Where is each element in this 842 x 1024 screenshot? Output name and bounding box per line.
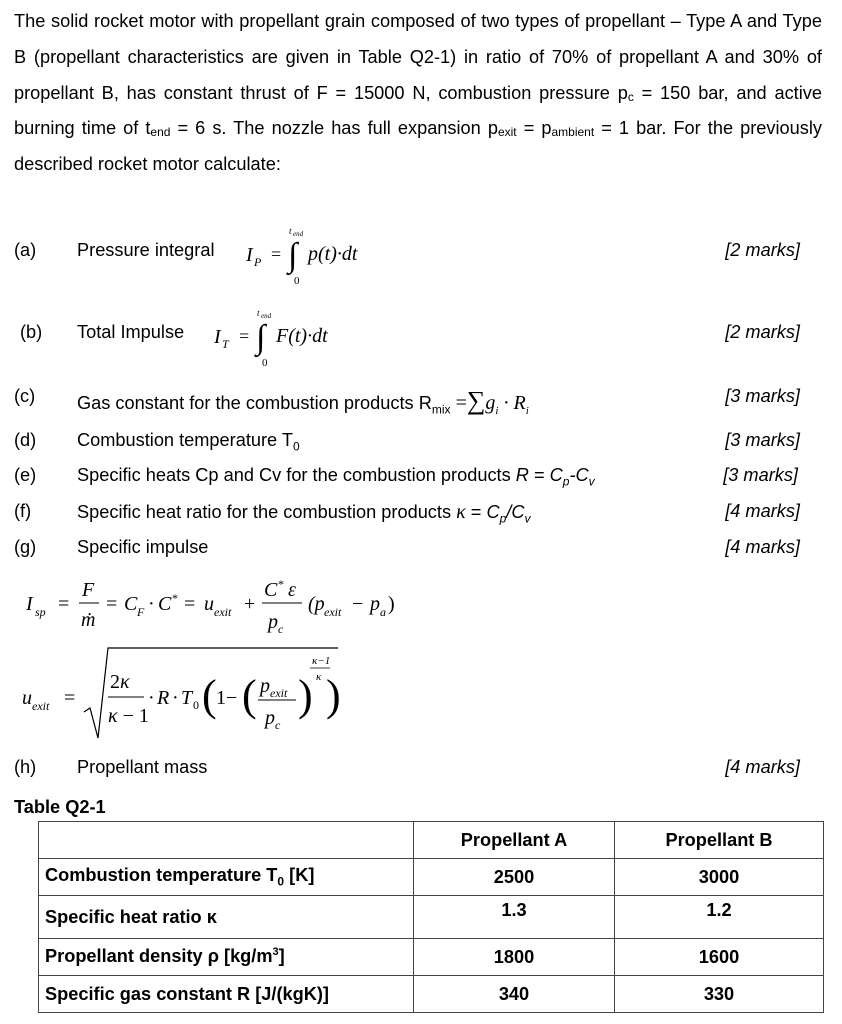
svg-text:exit: exit [214, 605, 232, 619]
svg-text:1−: 1− [216, 687, 238, 709]
item-d [14, 430, 822, 460]
item-h-label: (h) [14, 757, 37, 777]
item-h-marks: [4 marks] [725, 757, 800, 777]
svg-text:(p: (p [308, 593, 325, 615]
svg-text:κ: κ [316, 671, 322, 683]
svg-text:0: 0 [262, 357, 268, 369]
svg-text:·: · [148, 687, 155, 709]
svg-text:=: = [58, 593, 70, 615]
item-c [14, 386, 822, 416]
item-d-text [77, 430, 300, 454]
table-row [39, 896, 824, 939]
table-title: Table Q2-1 [14, 797, 106, 817]
svg-text:F: F [137, 605, 145, 619]
cell-kappa-a: 1.3 [414, 896, 615, 939]
item-e [14, 465, 822, 495]
item-f-label: (f) [14, 501, 32, 521]
table-header-empty [39, 822, 414, 859]
table-row [39, 939, 824, 976]
svg-text:∫: ∫ [288, 237, 298, 274]
svg-text:ṁ: ṁ [81, 609, 96, 631]
table-header-row [39, 822, 824, 859]
intro-text-3: = 6 s. The nozzle has full expansion p [170, 118, 498, 139]
svg-text:exit: exit [32, 699, 50, 713]
svg-text:t: t [257, 308, 260, 318]
svg-text:κ − 1: κ − 1 [108, 705, 149, 727]
svg-text:0: 0 [193, 698, 199, 712]
svg-text:0: 0 [294, 275, 300, 286]
item-a-label: (a) [14, 240, 37, 260]
cell-gasconst-a: 340 [414, 976, 615, 1013]
intro-sub-ambient: ambient [551, 125, 595, 140]
svg-text:p: p [260, 675, 270, 697]
svg-text:·: · [148, 593, 155, 615]
svg-text:R: R [157, 687, 170, 709]
item-h-text: Propellant mass [77, 757, 208, 777]
item-d-sub: 0 [293, 439, 300, 454]
cell-kappa-b: 1.2 [615, 896, 824, 939]
item-c-label: (c) [14, 386, 36, 406]
svg-text:2κ: 2κ [110, 671, 130, 693]
intro-text-1: The solid rocket motor with propellant grain composed of two types of propellant – Type A and Type B (propellant characteristics are given in Table Q2-1) in ratio of 70% of propellant A and 30% of propellant B, has constant thrust of F = 15000 N, combustion pressure p [14, 11, 822, 103]
item-e-marks: [3 marks] [723, 465, 798, 485]
svg-text:u: u [204, 593, 214, 615]
svg-text:−: − [352, 593, 364, 615]
svg-text:T: T [181, 687, 193, 709]
svg-text:p: p [265, 707, 275, 729]
item-a [14, 240, 822, 270]
svg-text:=: = [239, 326, 250, 346]
table-row [39, 859, 824, 896]
row-label-combustion-temperature: Combustion temperature $T_0$ [K] [39, 859, 414, 896]
item-a-text: Pressure integral [77, 240, 215, 260]
svg-text:∫: ∫ [256, 319, 266, 356]
cell-density-a: 1800 [414, 939, 615, 976]
svg-text:c: c [275, 718, 281, 732]
table-row [39, 976, 824, 1013]
cell-density-b: 1600 [615, 939, 824, 976]
svg-text:I: I [246, 244, 253, 266]
svg-text:): ) [298, 671, 313, 720]
item-g-label: (g) [14, 537, 37, 557]
cell-temp-a: 2500 [414, 859, 615, 896]
row-label-specific-heat-ratio: Specific heat ratio κ [39, 896, 414, 939]
svg-text:*: * [278, 577, 284, 591]
svg-text:=: = [184, 593, 196, 615]
row-label-propellant-density: Propellant density ρ $[kg/m^3]$ [39, 939, 414, 976]
item-c-text: Gas constant for the combustion products $R_{mix} =\sum g_i \cdot R_i$ [77, 386, 529, 417]
svg-text:F(t)·dt: F(t)·dt [276, 325, 328, 347]
svg-text:*: * [172, 591, 178, 605]
svg-text:C: C [158, 593, 172, 615]
svg-text:T: T [222, 337, 229, 351]
svg-text:C: C [124, 593, 138, 615]
row-label-gas-constant: Specific gas constant R [J/(kgK)] [39, 976, 414, 1013]
svg-text:·: · [172, 687, 179, 709]
total-impulse-equation [212, 305, 362, 369]
cell-gasconst-b: 330 [615, 976, 824, 1013]
specific-impulse-equation [26, 572, 416, 644]
item-e-main: Specific heats Cp and Cv for the combustion products [77, 465, 511, 485]
item-f [14, 501, 822, 531]
svg-text:end: end [293, 230, 304, 238]
svg-text:κ−1: κ−1 [312, 655, 331, 667]
svg-text:ε: ε [288, 579, 296, 601]
item-c-sub: mix [431, 402, 451, 417]
svg-text:p: p [370, 593, 380, 615]
svg-text:): ) [326, 671, 341, 720]
item-d-marks: [3 marks] [725, 430, 800, 450]
svg-text:t: t [289, 226, 292, 236]
propellant-table [38, 821, 824, 1013]
svg-text:I: I [26, 593, 33, 615]
svg-text:end: end [261, 312, 272, 320]
svg-text:c: c [278, 622, 284, 636]
svg-text:+: + [244, 593, 256, 615]
item-e-text: Specific heats Cp and Cv for the combustion products $R = C_p-C_v$ [77, 465, 595, 489]
intro-text-5: = 1 bar. For the previously described rocket motor calculate: [14, 118, 822, 175]
item-g-marks: [4 marks] [725, 537, 800, 557]
svg-text:=: = [106, 593, 118, 615]
problem-statement [14, 4, 822, 183]
intro-sub-end: end [150, 125, 171, 140]
svg-text:=: = [64, 687, 76, 709]
item-b-label: (b) [20, 322, 43, 342]
pressure-integral-equation [244, 222, 394, 286]
item-h [14, 757, 822, 787]
svg-text:C: C [264, 579, 278, 601]
item-a-marks: [2 marks] [725, 240, 800, 260]
svg-text:(: ( [202, 671, 217, 720]
item-d-main: Combustion temperature T [77, 430, 293, 450]
item-f-main: Specific heat ratio for the combustion products [77, 502, 452, 522]
svg-text:I: I [214, 326, 221, 348]
exit-velocity-equation [22, 642, 352, 746]
svg-text:u: u [22, 687, 32, 709]
item-g [14, 537, 822, 567]
svg-text:P: P [254, 255, 262, 269]
svg-text:(: ( [242, 671, 257, 720]
intro-sub-c: c [627, 89, 634, 104]
item-d-label: (d) [14, 430, 37, 450]
item-b-text: Total Impulse [77, 322, 185, 342]
intro-text-2: = 150 bar, and active burning time of t [14, 82, 822, 139]
item-c-marks: [3 marks] [725, 386, 800, 406]
item-b-marks: [2 marks] [725, 322, 800, 342]
item-b [14, 322, 822, 352]
table-header-propellant-a: Propellant A [414, 822, 615, 859]
svg-text:exit: exit [324, 605, 342, 619]
intro-text-4: = p [516, 118, 552, 139]
svg-text:a: a [380, 605, 386, 619]
svg-text:F: F [82, 579, 95, 601]
svg-text:): ) [388, 593, 395, 615]
svg-text:p(t)·dt: p(t)·dt [308, 243, 358, 265]
item-c-main: Gas constant for the combustion products R [77, 393, 432, 413]
svg-text:=: = [271, 244, 282, 264]
item-e-label: (e) [14, 465, 37, 485]
table-header-propellant-b: Propellant B [615, 822, 824, 859]
item-f-marks: [4 marks] [725, 501, 800, 521]
intro-sub-exit: exit [497, 125, 517, 140]
item-g-text: Specific impulse [77, 537, 209, 557]
cell-temp-b: 3000 [615, 859, 824, 896]
svg-text:sp: sp [35, 605, 46, 619]
svg-text:exit: exit [270, 686, 288, 700]
svg-text:p: p [268, 611, 278, 633]
item-f-text: Specific heat ratio for the combustion products $\kappa = C_p/C_v$ [77, 501, 531, 526]
